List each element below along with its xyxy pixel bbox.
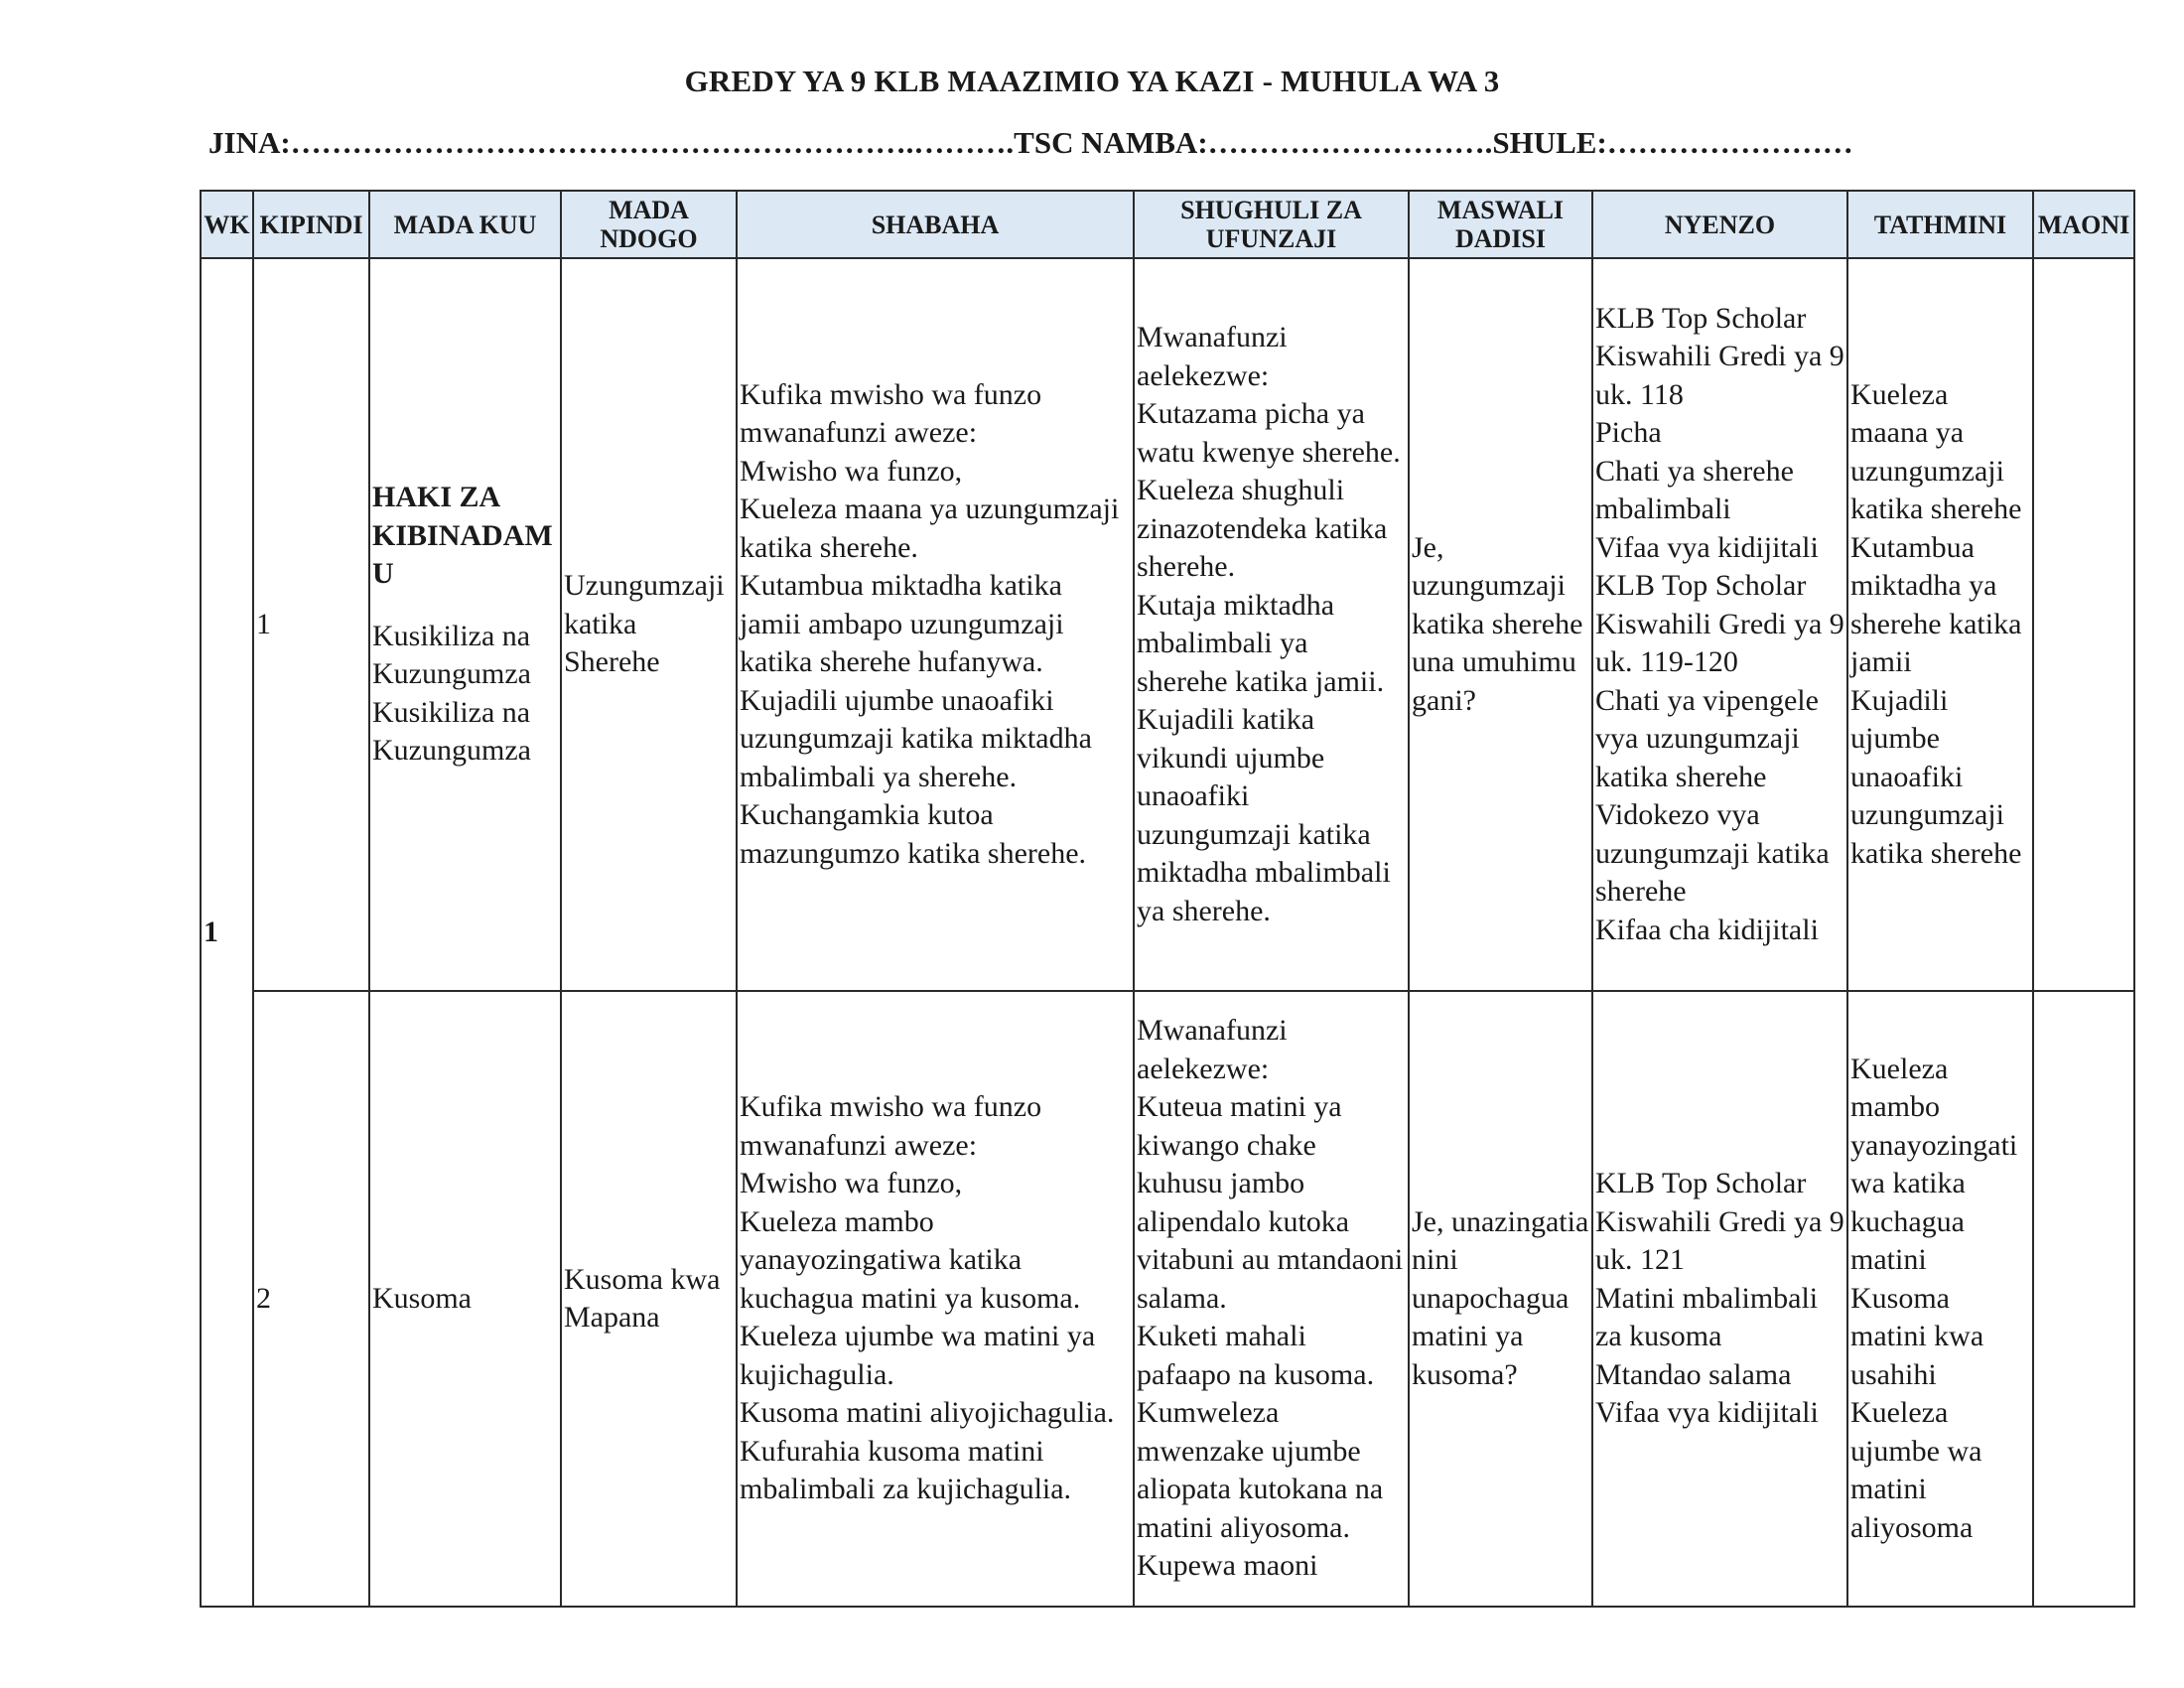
header-nyenzo: NYENZO [1592, 191, 1847, 258]
nyenzo-line: Kifaa cha kidijitali [1595, 913, 1819, 946]
shughuli-cell [1134, 258, 1409, 991]
main-topic-strand: Kusoma [372, 1281, 472, 1315]
header-kipindi: KIPINDI [253, 191, 369, 258]
shughuli-line: Kupewa maoni [1137, 1549, 1318, 1583]
scheme-of-work-table [200, 190, 2135, 1608]
tathmini-cell [1847, 258, 2033, 991]
header-wk: WK [201, 191, 253, 258]
shabaha-line: Mwisho wa funzo, [740, 1167, 963, 1200]
mada-ndogo-cell: Kusoma kwa Mapana [561, 991, 737, 1607]
shabaha-line: Kueleza maana ya uzungumzaji katika sherehe. [740, 492, 1120, 564]
header-maoni: MAONI [2033, 191, 2134, 258]
shabaha-line: Mwisho wa funzo, [740, 454, 963, 488]
mada-kuu-cell [369, 258, 561, 991]
document-title: GREDY YA 9 KLB MAAZIMIO YA KAZI - MUHULA WA 3 [684, 64, 1500, 98]
nyenzo-line: KLB Top Scholar Kiswahili Gredi ya 9 uk. 119-120 [1595, 569, 1844, 679]
teacher-details-line: JINA:…………………………………………………….……….TSC NAMBA:……………………….SHULE:…………………… [208, 125, 1853, 160]
tathmini-line: Kujadili ujumbe unaoafiki uzungumzaji katika sherehe [1850, 683, 2022, 870]
shabaha-cell [737, 991, 1134, 1607]
shughuli-line: Kutaja miktadha mbalimbali ya sherehe katika jamii. [1137, 588, 1385, 698]
table-row [201, 258, 2134, 991]
shabaha-line: Kusoma matini aliyojichagulia. [740, 1396, 1115, 1430]
maoni-cell [2033, 258, 2134, 991]
shughuli-line: Kueleza shughuli zinazotendeka katika sherehe. [1137, 474, 1388, 583]
nyenzo-line: Vifaa vya kidijitali [1595, 1396, 1819, 1430]
table-row [201, 991, 2134, 1607]
mada-ndogo-cell: Uzungumzaji katika Sherehe [561, 258, 737, 991]
maoni-cell [2033, 991, 2134, 1607]
table-header-row [201, 191, 2134, 258]
shabaha-line: Kufika mwisho wa funzo mwanafunzi aweze: [740, 377, 1042, 450]
shabaha-cell [737, 258, 1134, 991]
header-shabaha: SHABAHA [737, 191, 1134, 258]
mada-kuu-cell [369, 991, 561, 1607]
nyenzo-line: Chati ya vipengele vya uzungumzaji katika sherehe [1595, 683, 1819, 793]
shughuli-line: Kuketi mahali pafaapo na kusoma. [1137, 1320, 1375, 1391]
header-tathmini: TATHMINI [1847, 191, 2033, 258]
tathmini-cell [1847, 991, 2033, 1607]
header-mada-kuu: MADA KUU [369, 191, 561, 258]
nyenzo-line: Vidokezo vya uzungumzaji katika sherehe [1595, 798, 1830, 909]
shughuli-line: Kuteua matini ya kiwango chake kuhusu jambo alipendalo kutoka vitabuni au mtandaoni salama. [1137, 1090, 1404, 1315]
nyenzo-line: Matini mbalimbali za kusoma [1595, 1281, 1819, 1353]
nyenzo-cell [1592, 258, 1847, 991]
shabaha-line: Kufika mwisho wa funzo mwanafunzi aweze: [740, 1090, 1042, 1162]
tathmini-line: Kusoma matini kwa usahihi [1850, 1281, 1984, 1391]
nyenzo-line: KLB Top Scholar Kiswahili Gredi ya 9 uk. 118 [1595, 301, 1844, 411]
maswali-cell: Je, unazingatia nini unapochagua matini ya kusoma? [1409, 991, 1592, 1607]
week-number: 1 [201, 258, 253, 1607]
shughuli-line: Kutazama picha ya watu kwenye sherehe. [1137, 397, 1401, 469]
shabaha-line: Kueleza ujumbe wa matini ya kujichagulia. [740, 1320, 1096, 1391]
shabaha-line: Kueleza mambo yanayozingatiwa katika kuchagua matini ya kusoma. [740, 1204, 1081, 1315]
kipindi-cell: 1 [253, 258, 369, 991]
shughuli-line: Kujadili katika vikundi ujumbe unaoafiki uzungumzaji katika miktadha mbalimbali ya sherehe. [1137, 703, 1391, 927]
nyenzo-line: KLB Top Scholar Kiswahili Gredi ya 9 uk. 121 [1595, 1167, 1844, 1277]
shabaha-line: Kuchangamkia kutoa mazungumzo katika sherehe. [740, 798, 1087, 870]
maswali-cell: Je, uzungumzaji katika sherehe una umuhimu gani? [1409, 258, 1592, 991]
tathmini-line: Kutambua miktadha ya sherehe katika jamii [1850, 530, 2022, 679]
nyenzo-line: Picha [1595, 416, 1662, 450]
shabaha-line: Kujadili ujumbe unaoafiki uzungumzaji katika miktadha mbalimbali ya sherehe. [740, 683, 1092, 793]
shabaha-line: Kufurahia kusoma matini mbalimbali za kujichagulia. [740, 1434, 1072, 1506]
shughuli-line: Kumweleza mwenzake ujumbe aliopata kutokana na matini aliyosoma. [1137, 1396, 1384, 1544]
tathmini-line: Kueleza maana ya uzungumzaji katika sherehe [1850, 377, 2022, 526]
main-topic-strand: Kusikiliza na Kuzungumza Kusikiliza na Kuzungumza [372, 619, 531, 768]
header-shughuli: SHUGHULI ZA UFUNZAJI [1134, 191, 1409, 258]
nyenzo-cell [1592, 991, 1847, 1607]
nyenzo-line: Chati ya sherehe mbalimbali [1595, 454, 1794, 526]
shughuli-line: Mwanafunzi aelekezwe: [1137, 1014, 1288, 1085]
kipindi-cell: 2 [253, 991, 369, 1607]
shughuli-cell [1134, 991, 1409, 1607]
main-topic-title: HAKI ZA KIBINADAMU [372, 481, 553, 591]
tathmini-line: Kueleza ujumbe wa matini aliyosoma [1850, 1396, 1982, 1544]
shabaha-line: Kutambua miktadha katika jamii ambapo uzungumzaji katika sherehe hufanywa. [740, 569, 1064, 679]
tathmini-line: Kueleza mambo yanayozingatiwa katika kuchagua matini [1850, 1052, 2018, 1277]
header-mada-ndogo: MADA NDOGO [561, 191, 737, 258]
nyenzo-line: Mtandao salama [1595, 1357, 1792, 1391]
shughuli-line: Mwanafunzi aelekezwe: [1137, 321, 1288, 392]
nyenzo-line: Vifaa vya kidijitali [1595, 530, 1819, 564]
header-maswali: MASWALI DADISI [1409, 191, 1592, 258]
